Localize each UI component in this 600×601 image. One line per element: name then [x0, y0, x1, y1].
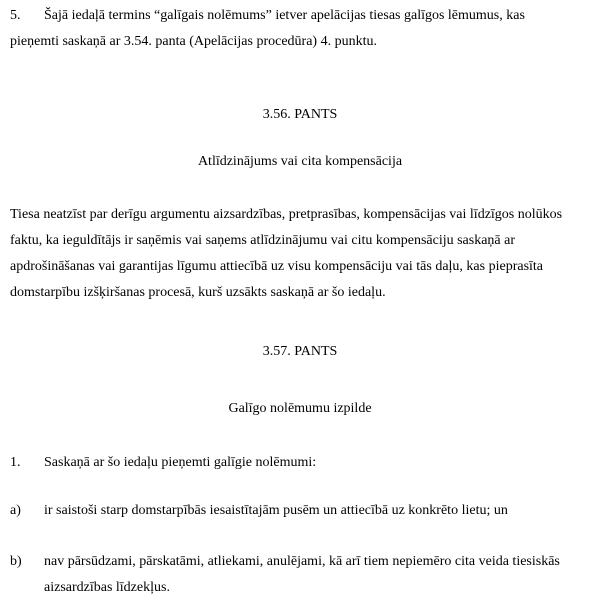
article-heading: 3.57. PANTS — [262, 344, 338, 359]
paragraph-item-5 — [10, 3, 595, 55]
paragraph-item-b — [10, 549, 595, 601]
paragraph-item-a — [10, 498, 595, 524]
text-line: Šajā iedaļā termins “galīgais nolēmums” ietver apelācijas tiesas galīgos lēmumus, kas — [44, 8, 525, 23]
text-line: domstarpību izšķiršanas procesā, kurš uzsākts saskaņā ar šo iedaļu. — [10, 285, 386, 300]
item-label: b) — [10, 554, 22, 569]
text-line: ir saistoši starp domstarpībās iesaistītajām pusēm un attiecībā uz konkrēto lietu; un — [44, 503, 508, 518]
article-title: Atlīdzinājums vai cita kompensācija — [197, 154, 403, 169]
article-heading: 3.56. PANTS — [262, 107, 338, 122]
article-title: Galīgo nolēmumu izpilde — [228, 401, 372, 416]
text-line: Tiesa neatzīst par derīgu argumentu aizsardzības, pretprasības, kompensācijas vai līdzīgos nolūkos — [10, 207, 563, 222]
text-line: aizsardzības līdzekļus. — [44, 580, 170, 595]
text-line: pieņemti saskaņā ar 3.54. panta (Apelācijas procedūra) 4. punktu. — [10, 34, 377, 49]
text-line: Saskaņā ar šo iedaļu pieņemti galīgie nolēmumi: — [44, 455, 317, 470]
item-number: 1. — [10, 455, 21, 470]
text-line: nav pārsūdzami, pārskatāmi, atliekami, anulējami, kā arī tiem nepiemēro cita veida tiesiskās — [44, 554, 560, 569]
item-label: a) — [10, 503, 21, 518]
paragraph-item-1 — [10, 450, 595, 476]
text-line: apdrošināšanas vai garantijas līgumu attiecībā uz visu kompensāciju vai tās daļu, kas pieprasīta — [10, 259, 544, 274]
article-paragraph — [10, 202, 595, 306]
item-number: 5. — [10, 8, 21, 23]
text-line: faktu, ka ieguldītājs ir saņēmis vai saņems atlīdzinājumu vai citu kompensāciju saskaņā ar — [10, 233, 516, 248]
